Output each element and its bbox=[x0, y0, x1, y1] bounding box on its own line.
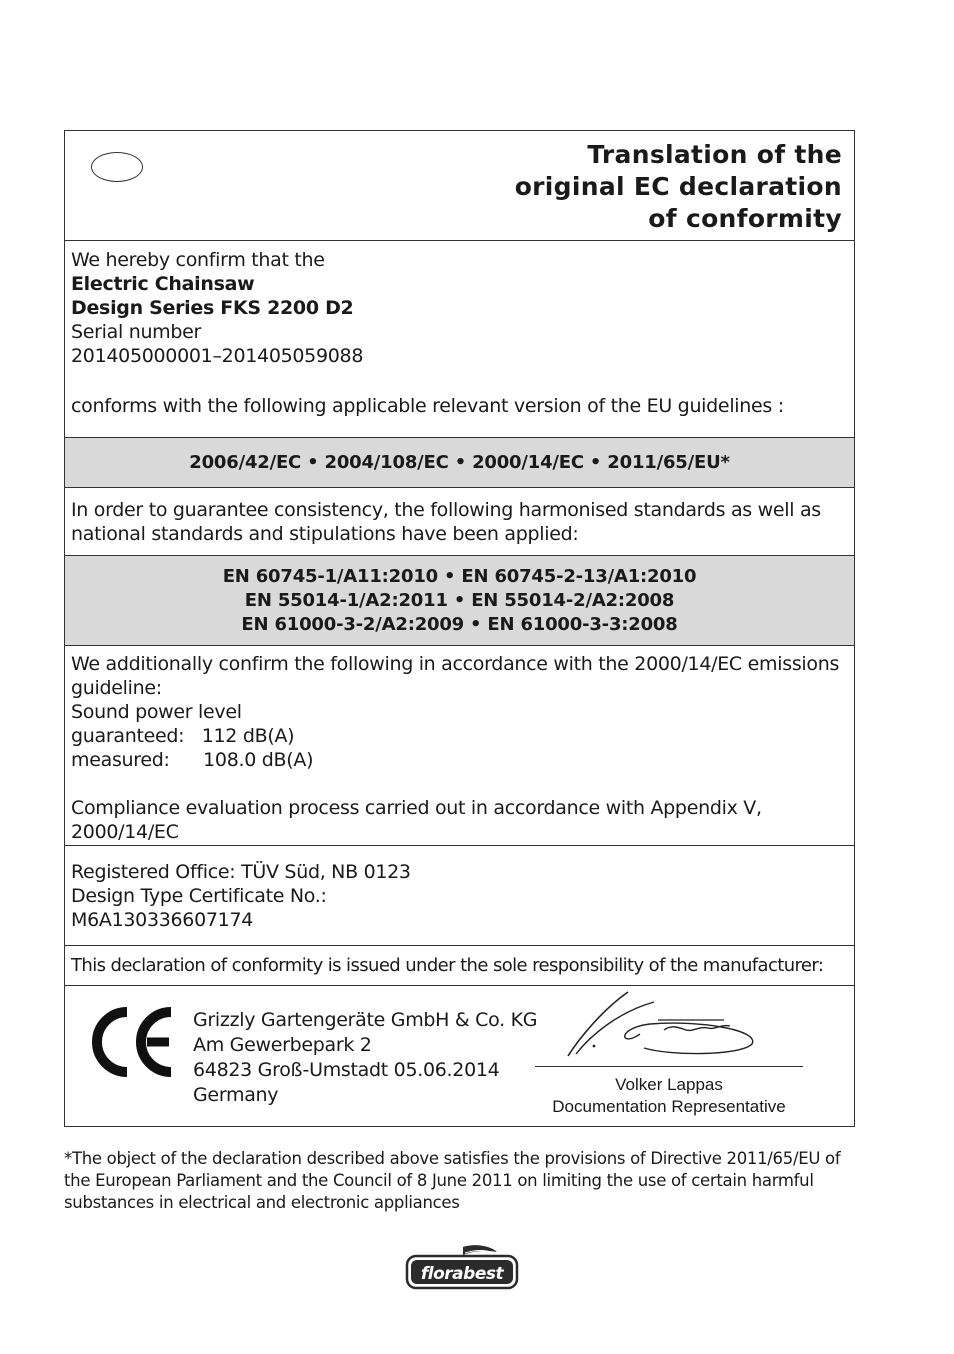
title-line: of conformity bbox=[648, 204, 842, 233]
emissions-row bbox=[65, 646, 854, 846]
intro-text: We hereby confirm that the bbox=[71, 249, 325, 271]
certificate-label: Design Type Certificate No.: bbox=[71, 885, 327, 907]
manufacturer-row bbox=[65, 986, 854, 1126]
serial-range: 201405000001–201405059088 bbox=[71, 345, 364, 367]
manufacturer-name: Grizzly Gartengeräte GmbH & Co. KG bbox=[193, 1009, 538, 1031]
guaranteed-level bbox=[71, 724, 848, 748]
signer-block bbox=[535, 1074, 803, 1118]
guidelines-row bbox=[65, 438, 854, 488]
conforms-text: conforms with the following applicable relevant version of the EU guidelines : bbox=[71, 395, 784, 417]
measured-level bbox=[71, 748, 848, 772]
guidelines-list: 2006/42/EC • 2004/108/EC • 2000/14/EC • 2011/65/EU* bbox=[189, 452, 730, 473]
product-name: Electric Chainsaw bbox=[71, 273, 255, 295]
product-row bbox=[65, 241, 854, 438]
guaranteed-label: guaranteed: bbox=[71, 725, 185, 747]
standards-intro-row bbox=[65, 488, 854, 556]
manufacturer-country: Germany bbox=[193, 1084, 279, 1106]
signer-role: Documentation Representative bbox=[552, 1097, 786, 1116]
standards-intro-text: In order to guarantee consistency, the following harmonised standards as well as national standards and stipulations have been applied: bbox=[71, 499, 821, 545]
country-code-oval bbox=[91, 152, 143, 182]
standard-line: EN 60745-1/A11:2010 • EN 60745-2-13/A1:2010 bbox=[222, 566, 697, 587]
manufacturer-city-date: 64823 Groß-Umstadt 05.06.2014 bbox=[193, 1059, 500, 1081]
title-row bbox=[65, 131, 854, 241]
ce-mark-icon bbox=[89, 1004, 177, 1080]
registration-row bbox=[65, 846, 854, 946]
responsibility-text: This declaration of conformity is issued under the sole responsibility of the manufacturer: bbox=[71, 955, 824, 976]
signature-icon bbox=[560, 990, 800, 1062]
sound-power-label: Sound power level bbox=[71, 701, 242, 723]
standards-row bbox=[65, 556, 854, 646]
serial-label: Serial number bbox=[71, 321, 202, 343]
measured-value: 108.0 dB(A) bbox=[203, 749, 314, 771]
logo-text: florabest bbox=[420, 1264, 504, 1284]
standard-line: EN 61000-3-2/A2:2009 • EN 61000-3-3:2008 bbox=[241, 614, 678, 635]
signature-line bbox=[535, 1066, 803, 1067]
measured-label: measured: bbox=[71, 749, 170, 771]
guaranteed-value: 112 dB(A) bbox=[201, 725, 295, 747]
manufacturer-address bbox=[193, 1008, 537, 1108]
declaration-table bbox=[64, 130, 855, 1127]
document-title bbox=[515, 139, 842, 235]
title-line: original EC declaration bbox=[514, 172, 842, 201]
manufacturer-street: Am Gewerbepark 2 bbox=[193, 1034, 372, 1056]
florabest-logo bbox=[405, 1244, 519, 1290]
emissions-intro: We additionally confirm the following in accordance with the 2000/14/EC emissions guideline: bbox=[71, 653, 840, 699]
title-line: Translation of the bbox=[587, 140, 842, 169]
certificate-number: M6A130336607174 bbox=[71, 909, 254, 931]
registered-office: Registered Office: TÜV Süd, NB 0123 bbox=[71, 861, 411, 883]
product-series: Design Series FKS 2200 D2 bbox=[71, 297, 354, 319]
signer-name: Volker Lappas bbox=[615, 1075, 723, 1094]
standard-line: EN 55014-1/A2:2011 • EN 55014-2/A2:2008 bbox=[244, 590, 675, 611]
responsibility-row bbox=[65, 946, 854, 986]
compliance-text: Compliance evaluation process carried out in accordance with Appendix V, 2000/14/EC bbox=[71, 797, 762, 843]
footnote: *The object of the declaration described above satisfies the provisions of Directive 2011/65/EU of the European Parliament and the Council of 8 June 2011 on limiting the use of certain harmful substances in electrical and electronic appliances bbox=[64, 1149, 841, 1212]
